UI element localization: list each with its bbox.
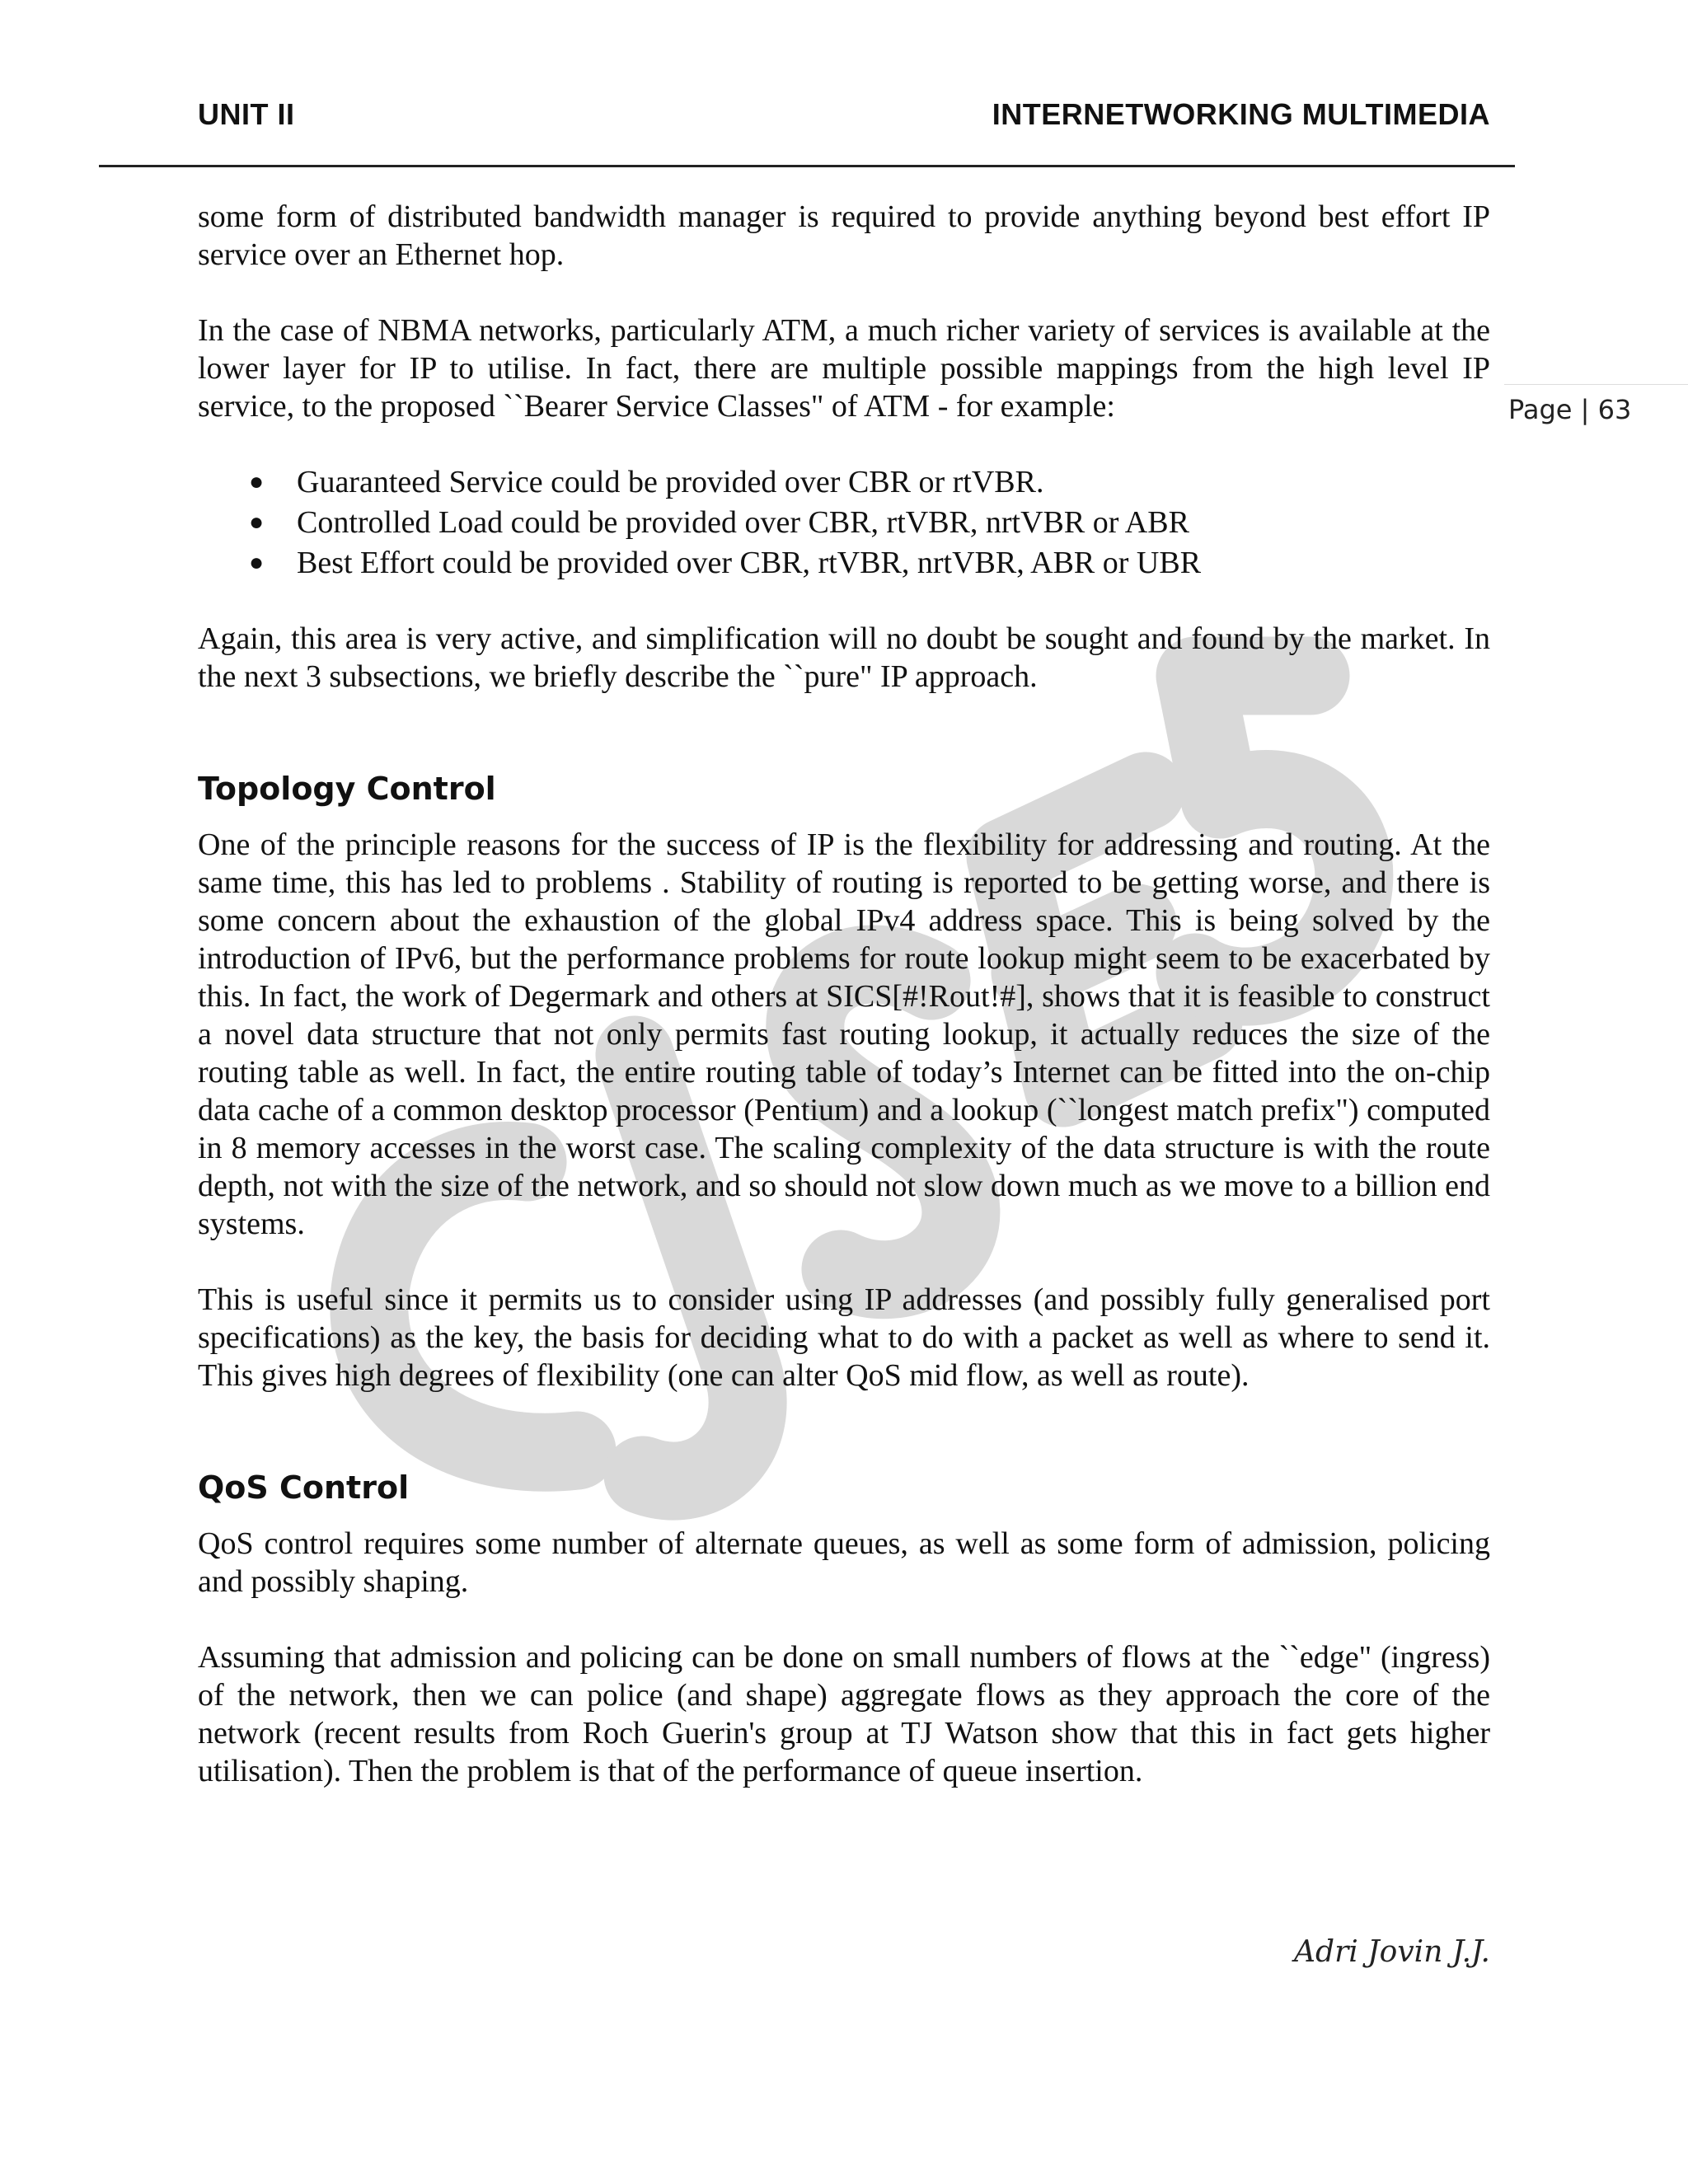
- list-item-text: Best Effort could be provided over CBR, rtVBR, nrtVBR, ABR or UBR: [297, 546, 1202, 580]
- paragraph-ip-addresses-key: This is useful since it permits us to consider using IP addresses (and possibly fully generalised port specifications) as the key, the basis for deciding what to do with a packet as well as where to send it. This gives high degrees of flexibility (one can alter QoS mid flow, as well as route).: [198, 1282, 1490, 1393]
- page-number-divider: [1504, 384, 1688, 385]
- paragraph-ip-flexibility: One of the principle reasons for the success of IP is the flexibility for addressing and routing. At the same time, this has led to problems . Stability of routing is reported to be getting worse, and there is some concern about the exhaustion of the global IPv4 address space. This is being solved by the introduction of IPv6, but the performance problems for route lookup might seem to be exacerbated by this. In fact, the work of Degermark and others at SICS[#!Rout!#], shows that it is feasible to construct a novel data structure that not only permits fast routing lookup, it actually reduces the size of the routing table as well. In fact, the entire routing table of today’s Internet can be fitted into the on-chip data cache of a common desktop processor (Pentium) and a lookup (``longest match prefix") computed in 8 memory accesses in the worst case. The scaling complexity of the data structure is with the route depth, not with the size of the network, and so should not slow down much as we move to a billion end systems.: [198, 827, 1490, 1241]
- page-body: [198, 198, 1490, 1828]
- bullet-icon: ●: [249, 468, 265, 495]
- paragraph-nbma-networks: In the case of NBMA networks, particularly ATM, a much richer variety of services is available at the lower layer for IP to utilise. In fact, there are multiple possible mappings from the high level IP service, to the proposed ``Bearer Service Classes" of ATM - for example:: [198, 313, 1490, 424]
- paragraph-admission-policing: Assuming that admission and policing can be done on small numbers of flows at the ``edge" (ingress) of the network, then we can police (and shape) aggregate flows as they approach the core of the network (recent results from Roch Guerin's group at TJ Watson show that this in fact gets higher utilisation). Then the problem is that of the performance of queue insertion.: [198, 1640, 1490, 1788]
- header-unit-label: UNIT II: [198, 97, 295, 131]
- list-item: [249, 463, 1490, 501]
- service-mapping-list: [198, 463, 1490, 582]
- header-chapter-title: INTERNETWORKING MULTIMEDIA: [992, 97, 1490, 131]
- heading-topology-control: Topology Control: [198, 771, 496, 807]
- page-number: Page | 63: [1508, 394, 1632, 425]
- heading-qos-control: QoS Control: [198, 1469, 410, 1506]
- list-item-text: Controlled Load could be provided over CBR, rtVBR, nrtVBR or ABR: [297, 505, 1189, 540]
- paragraph-qos-queues: QoS control requires some number of alternate queues, as well as some form of admission, policing and possibly shaping.: [198, 1526, 1490, 1599]
- header-divider: [99, 165, 1515, 167]
- paragraph-bandwidth-manager: some form of distributed bandwidth manager is required to provide anything beyond best effort IP service over an Ethernet hop.: [198, 199, 1490, 272]
- bullet-icon: ●: [249, 509, 265, 536]
- paragraph-market-simplification: Again, this area is very active, and simplification will no doubt be sought and found by the market. In the next 3 subsections, we briefly describe the ``pure" IP approach.: [198, 621, 1490, 694]
- bullet-icon: ●: [249, 549, 265, 576]
- list-item: [249, 504, 1490, 541]
- list-item: [249, 544, 1490, 582]
- author-signature: Adri Jovin J.J.: [1294, 1935, 1490, 1969]
- list-item-text: Guaranteed Service could be provided over CBR or rtVBR.: [297, 465, 1044, 499]
